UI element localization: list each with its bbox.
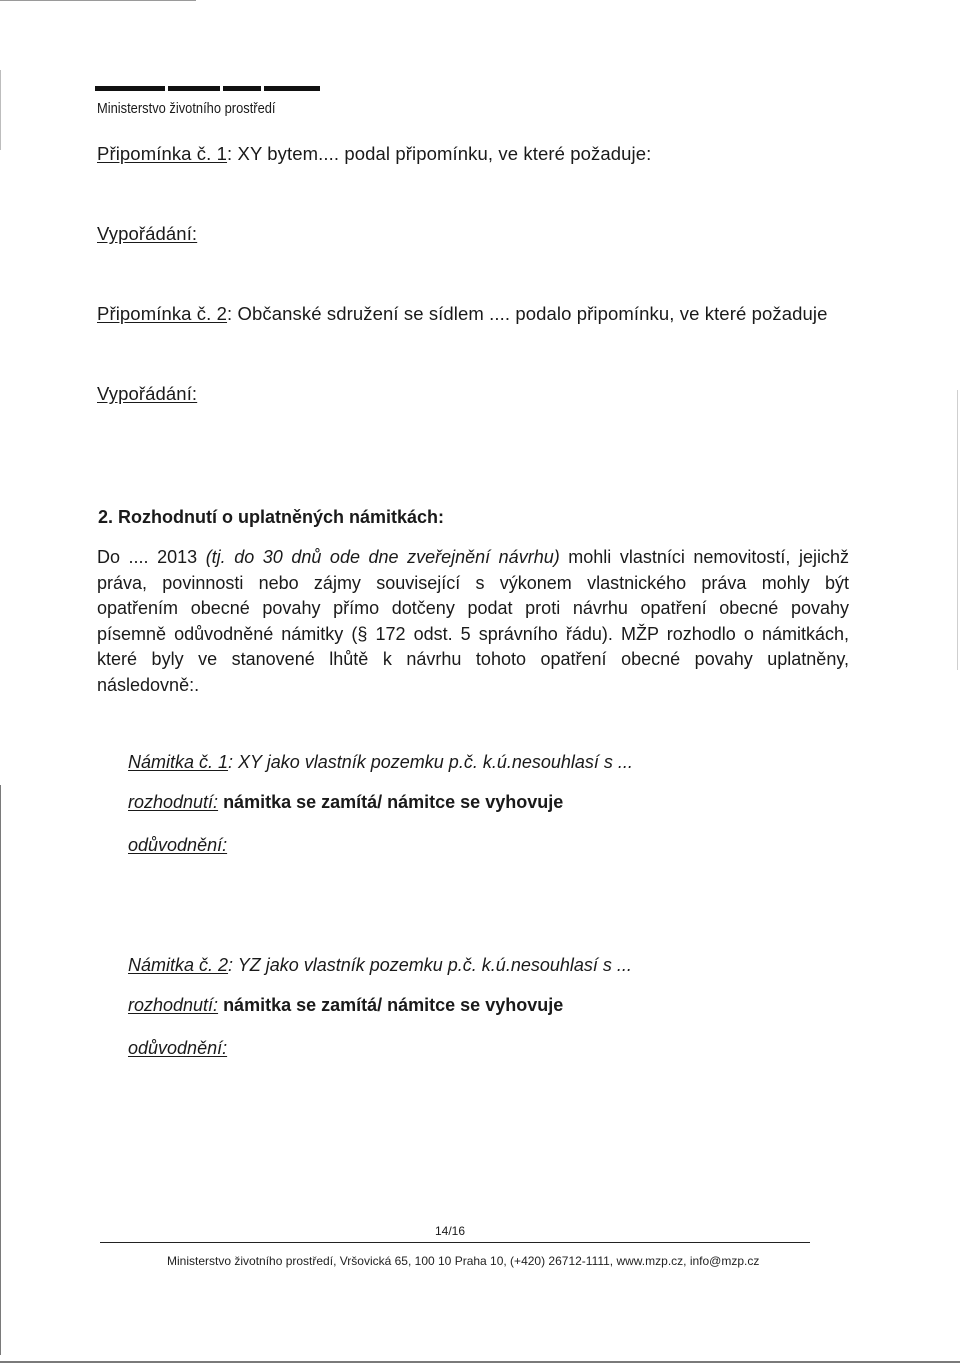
settlement-1: [97, 223, 197, 245]
scan-edge-right: [957, 390, 958, 670]
objection-1-decision: [128, 792, 563, 813]
page-number: 14/16: [434, 1224, 466, 1238]
comment-1: [97, 143, 651, 165]
objection-2-label: Námitka č. 2: [128, 955, 229, 975]
ministry-name: Ministerstvo životního prostředí: [97, 100, 276, 117]
paragraph-line-5: které byly ve stanovené lhůtě k návrhu tohoto opatření obecné povahy uplatněny,: [97, 649, 849, 670]
comment-2-label: Připomínka č. 2: [97, 303, 228, 324]
objection-2: [128, 955, 632, 976]
objection-1-reason: [128, 835, 227, 856]
objection-1-reason-label: odůvodnění:: [128, 835, 228, 855]
footer-address: Ministerstvo životního prostředí, Vršovická 65, 100 10 Praha 10, (+420) 26712-1111, www.mzp.cz, info@mzp.cz: [167, 1254, 760, 1268]
scan-edge-bottom: [0, 1361, 960, 1363]
objection-2-decision-text: námitka se zamítá/ námitce se vyhovuje: [218, 995, 564, 1015]
objection-1-decision-label: rozhodnutí:: [128, 792, 219, 812]
objection-2-decision-label: rozhodnutí:: [128, 995, 219, 1015]
comment-1-text: : XY bytem.... podal připomínku, ve které požaduje:: [227, 143, 652, 164]
scan-edge-left-upper: [0, 70, 1, 150]
paragraph-line-1: [97, 545, 849, 571]
comment-1-label: Připomínka č. 1: [97, 143, 228, 164]
paragraph-line-3: opatřením obecné povahy přímo dotčeny podat proti návrhu opatření obecné povahy: [97, 598, 849, 619]
paragraph-italic-note: (tj. do 30 dnů ode dne zveřejnění návrhu): [205, 547, 560, 567]
comment-2-text: : Občanské sdružení se sídlem .... podalo připomínku, ve které požaduje: [227, 303, 828, 324]
scan-edge-left: [0, 785, 1, 1355]
scan-edge-top: [0, 0, 196, 1]
objection-1: [128, 752, 633, 773]
objection-1-decision-text: námitka se zamítá/ námitce se vyhovuje: [218, 792, 564, 812]
settlement-2-label: Vypořádání:: [97, 383, 198, 404]
objection-1-label: Námitka č. 1: [128, 752, 229, 772]
comment-2: [97, 303, 827, 325]
objection-2-reason: [128, 1038, 227, 1059]
footer-divider: [100, 1242, 810, 1243]
paragraph-line-1-start: Do .... 2013: [97, 547, 206, 567]
objections-paragraph: [97, 545, 849, 699]
objection-2-text: : YZ jako vlastník pozemku p.č. k.ú.nesouhlasí s ...: [228, 955, 632, 975]
settlement-1-label: Vypořádání:: [97, 223, 198, 244]
objection-1-text: : XY jako vlastník pozemku p.č. k.ú.nesouhlasí s ...: [228, 752, 633, 772]
paragraph-line-4: písemně odůvodněné námitky (§ 172 odst. 5 správního řádu). MŽP rozhodlo o námitkách,: [97, 623, 849, 644]
objection-2-reason-label: odůvodnění:: [128, 1038, 228, 1058]
objection-2-decision: [128, 995, 563, 1016]
paragraph-line-1-end: mohli vlastníci nemovitostí, jejichž: [559, 547, 849, 567]
section-title: 2. Rozhodnutí o uplatněných námitkách:: [98, 507, 445, 527]
paragraph-line-2: práva, povinnosti nebo zájmy související s výkonem vlastnického práva mohly být: [97, 572, 849, 593]
settlement-2: [97, 383, 197, 405]
paragraph-line-6: následovně:.: [97, 674, 200, 695]
